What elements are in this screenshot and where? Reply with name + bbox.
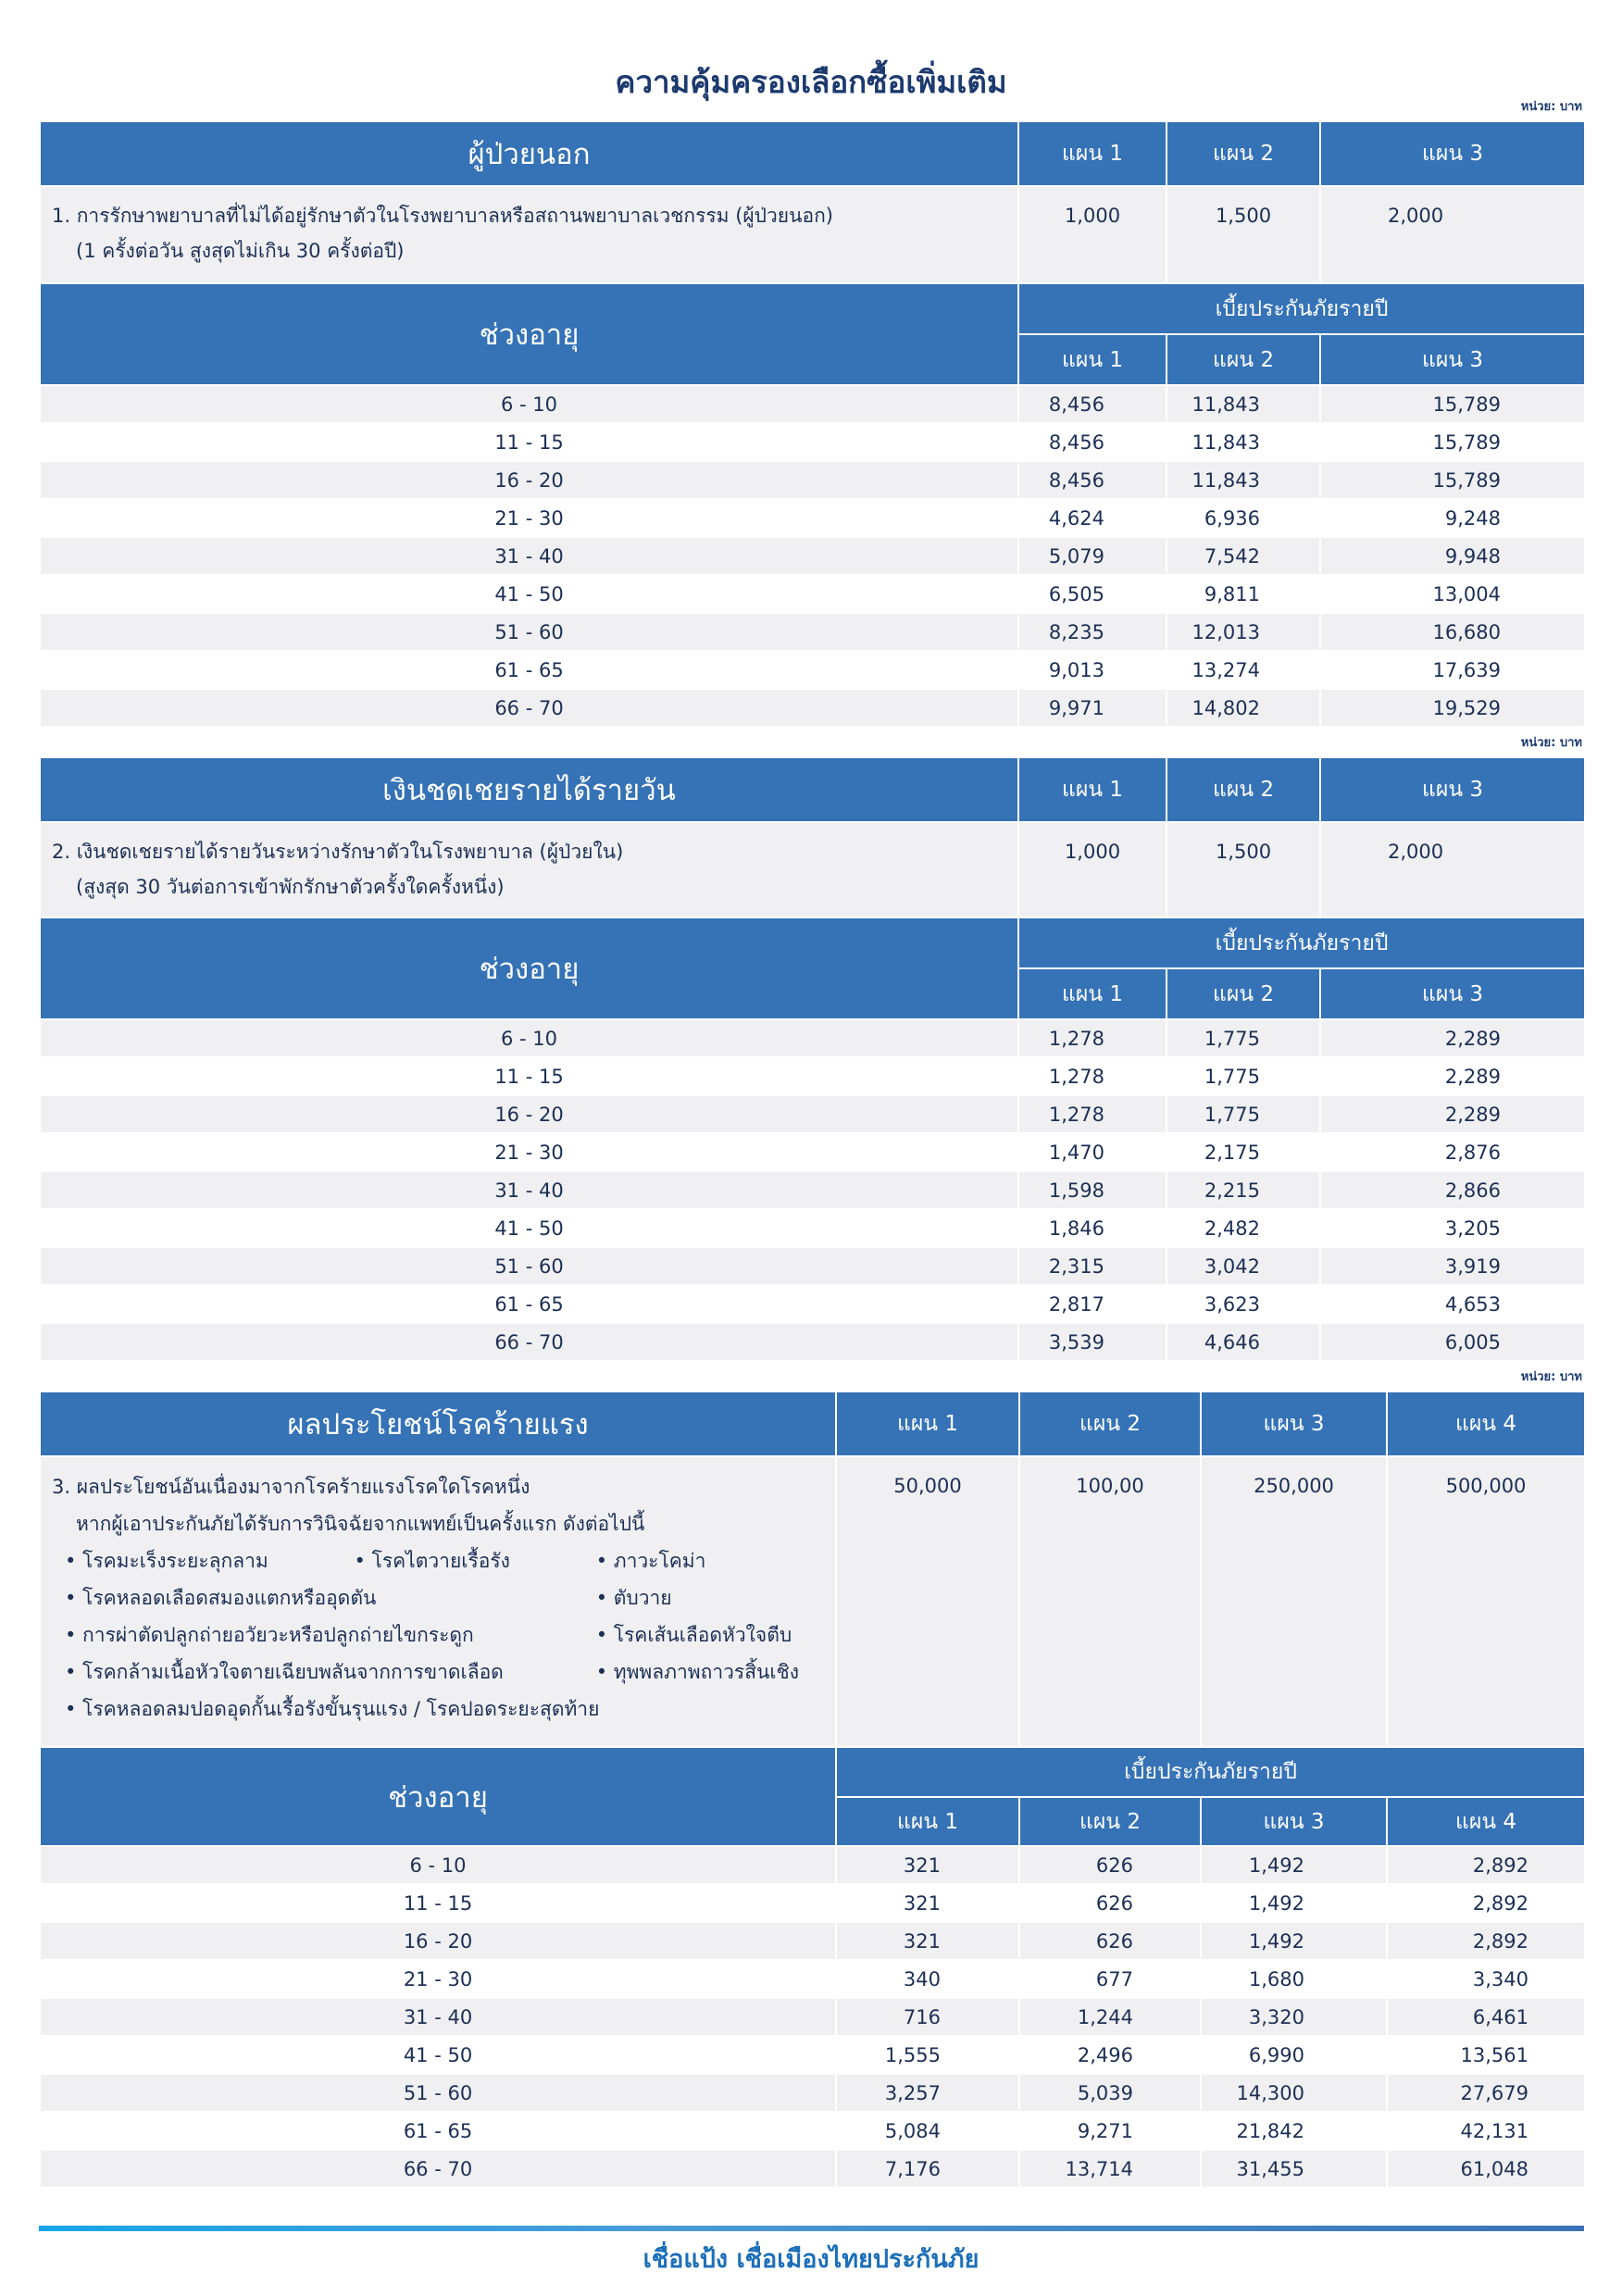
age-range-cell: 16 - 20 bbox=[40, 1095, 1018, 1133]
premium-cell: 321 bbox=[836, 1846, 1019, 1884]
benefit-amount: 1,000 bbox=[1064, 205, 1121, 227]
premium-cell: 1,492 bbox=[1201, 1922, 1387, 1960]
annual-premium-header: เบี้ยประกันภัยรายปี bbox=[1018, 283, 1585, 334]
daily-income-table bbox=[39, 756, 1586, 1362]
premium-row bbox=[40, 651, 1585, 689]
premium-cell: 11,843 bbox=[1167, 461, 1320, 499]
premium-cell: 1,470 bbox=[1018, 1133, 1167, 1171]
premium-cell: 2,482 bbox=[1167, 1209, 1320, 1247]
premium-cell: 2,289 bbox=[1320, 1057, 1585, 1095]
premium-cell: 42,131 bbox=[1387, 2112, 1585, 2150]
daily-income-section bbox=[39, 756, 1584, 1362]
age-range-cell: 11 - 15 bbox=[40, 1057, 1018, 1095]
section-heading: ผลประโยชน์โรคร้ายแรง bbox=[40, 1391, 836, 1456]
premium-cell: 1,492 bbox=[1201, 1884, 1387, 1922]
benefit-line-2: หากผู้เอาประกันภัยได้รับการวินิจฉัยจากแพทย์เป็นครั้งแรก ดังต่อไปนี้ bbox=[76, 1513, 645, 1535]
premium-cell: 6,936 bbox=[1167, 499, 1320, 537]
premium-cell: 4,653 bbox=[1320, 1285, 1585, 1323]
premium-cell: 1,278 bbox=[1018, 1095, 1167, 1133]
premium-row bbox=[40, 1095, 1585, 1133]
benefit-description bbox=[40, 1456, 836, 1747]
illness-item: • โรคไตวายเรื้อรัง bbox=[354, 1550, 510, 1572]
premium-cell: 15,789 bbox=[1320, 423, 1585, 461]
unit-label: หน่วย: บาท bbox=[1520, 100, 1582, 114]
premium-cell: 4,646 bbox=[1167, 1323, 1320, 1361]
premium-cell: 8,456 bbox=[1018, 461, 1167, 499]
premium-row bbox=[40, 499, 1585, 537]
premium-row bbox=[40, 423, 1585, 461]
premium-cell: 31,455 bbox=[1201, 2150, 1387, 2188]
age-range-cell: 6 - 10 bbox=[40, 385, 1018, 423]
premium-cell: 321 bbox=[836, 1884, 1019, 1922]
premium-cell: 626 bbox=[1019, 1846, 1201, 1884]
premium-row bbox=[40, 2150, 1585, 2188]
plan-header: แผน 3 bbox=[1320, 334, 1585, 385]
premium-cell: 626 bbox=[1019, 1922, 1201, 1960]
annual-premium-header: เบี้ยประกันภัยรายปี bbox=[1018, 917, 1585, 968]
premium-cell: 9,811 bbox=[1167, 575, 1320, 613]
age-range-cell: 61 - 65 bbox=[40, 2112, 836, 2150]
plan-header: แผน 3 bbox=[1320, 968, 1585, 1019]
age-range-header: ช่วงอายุ bbox=[40, 1747, 836, 1846]
premium-cell: 1,775 bbox=[1167, 1095, 1320, 1133]
premium-cell: 9,248 bbox=[1320, 499, 1585, 537]
premium-row bbox=[40, 1960, 1585, 1998]
unit-label: หน่วย: บาท bbox=[1520, 736, 1582, 750]
age-range-header: ช่วงอายุ bbox=[40, 283, 1018, 385]
benefit-amount: 1,500 bbox=[1215, 841, 1272, 863]
premium-cell: 3,623 bbox=[1167, 1285, 1320, 1323]
premium-row bbox=[40, 461, 1585, 499]
benefit-line-2: (สูงสุด 30 วันต่อการเข้าพักรักษาตัวครั้งใดครั้งหนึ่ง) bbox=[76, 876, 505, 898]
premium-cell: 14,300 bbox=[1201, 2074, 1387, 2112]
premium-row bbox=[40, 1998, 1585, 2036]
premium-cell: 2,892 bbox=[1387, 1922, 1585, 1960]
illness-item: • โรคกล้ามเนื้อหัวใจตายเฉียบพลันจากการขาดเลือด bbox=[65, 1661, 504, 1683]
benefit-amount: 2,000 bbox=[1388, 841, 1444, 863]
premium-cell: 6,505 bbox=[1018, 575, 1167, 613]
age-range-cell: 41 - 50 bbox=[40, 2036, 836, 2074]
premium-cell: 1,680 bbox=[1201, 1960, 1387, 1998]
age-range-cell: 11 - 15 bbox=[40, 423, 1018, 461]
premium-cell: 1,775 bbox=[1167, 1057, 1320, 1095]
premium-cell: 2,289 bbox=[1320, 1019, 1585, 1057]
unit-label: หน่วย: บาท bbox=[1520, 1370, 1582, 1384]
premium-row bbox=[40, 1019, 1585, 1057]
premium-cell: 19,529 bbox=[1320, 689, 1585, 727]
illness-item: • โรคหลอดเลือดสมองแตกหรืออุดตัน bbox=[65, 1587, 377, 1609]
premium-cell: 17,639 bbox=[1320, 651, 1585, 689]
illness-item: • โรคมะเร็งระยะลุกลาม bbox=[65, 1550, 268, 1572]
benefit-amount: 2,000 bbox=[1388, 205, 1444, 227]
age-range-cell: 51 - 60 bbox=[40, 613, 1018, 651]
premium-row bbox=[40, 1285, 1585, 1323]
age-range-cell: 31 - 40 bbox=[40, 1171, 1018, 1209]
premium-row bbox=[40, 2074, 1585, 2112]
premium-cell: 61,048 bbox=[1387, 2150, 1585, 2188]
age-range-cell: 61 - 65 bbox=[40, 651, 1018, 689]
benefit-amount: 50,000 bbox=[893, 1475, 962, 1497]
benefit-description bbox=[40, 822, 1018, 917]
benefit-description bbox=[40, 186, 1018, 283]
premium-row bbox=[40, 1133, 1585, 1171]
age-range-cell: 51 - 60 bbox=[40, 1247, 1018, 1285]
premium-cell: 9,971 bbox=[1018, 689, 1167, 727]
outpatient-section bbox=[39, 120, 1584, 728]
premium-cell: 5,079 bbox=[1018, 537, 1167, 575]
premium-cell: 15,789 bbox=[1320, 385, 1585, 423]
plan-header: แผน 2 bbox=[1019, 1797, 1201, 1846]
plan-header: แผน 2 bbox=[1167, 121, 1320, 186]
section-heading: ผู้ป่วยนอก bbox=[40, 121, 1018, 186]
age-range-cell: 61 - 65 bbox=[40, 1285, 1018, 1323]
premium-row bbox=[40, 1171, 1585, 1209]
premium-cell: 2,315 bbox=[1018, 1247, 1167, 1285]
premium-cell: 27,679 bbox=[1387, 2074, 1585, 2112]
premium-cell: 321 bbox=[836, 1922, 1019, 1960]
illness-list bbox=[41, 1542, 835, 1728]
premium-cell: 5,039 bbox=[1019, 2074, 1201, 2112]
age-range-cell: 16 - 20 bbox=[40, 461, 1018, 499]
premium-cell: 3,205 bbox=[1320, 1209, 1585, 1247]
plan-header: แผน 4 bbox=[1387, 1391, 1585, 1456]
premium-row bbox=[40, 613, 1585, 651]
premium-cell: 2,876 bbox=[1320, 1133, 1585, 1171]
premium-cell: 13,561 bbox=[1387, 2036, 1585, 2074]
plan-header: แผน 2 bbox=[1167, 334, 1320, 385]
premium-cell: 1,244 bbox=[1019, 1998, 1201, 2036]
premium-cell: 9,948 bbox=[1320, 537, 1585, 575]
plan-header: แผน 1 bbox=[1018, 757, 1167, 822]
illness-item: • ตับวาย bbox=[595, 1587, 672, 1609]
age-range-cell: 66 - 70 bbox=[40, 1323, 1018, 1361]
illness-item: • ทุพพลภาพถาวรสิ้นเชิง bbox=[595, 1661, 800, 1683]
plan-header: แผน 1 bbox=[836, 1391, 1019, 1456]
premium-cell: 2,817 bbox=[1018, 1285, 1167, 1323]
plan-header: แผน 3 bbox=[1201, 1797, 1387, 1846]
benefit-amount: 250,000 bbox=[1254, 1475, 1334, 1497]
premium-cell: 7,176 bbox=[836, 2150, 1019, 2188]
premium-cell: 3,539 bbox=[1018, 1323, 1167, 1361]
plan-header: แผน 3 bbox=[1201, 1391, 1387, 1456]
premium-cell: 8,456 bbox=[1018, 385, 1167, 423]
illness-item: • ภาวะโคม่า bbox=[595, 1550, 706, 1572]
premium-cell: 3,042 bbox=[1167, 1247, 1320, 1285]
premium-row bbox=[40, 1209, 1585, 1247]
footer-slogan: เชื่อแป้ง เชื่อเมืองไทยประกันภัย bbox=[643, 2245, 979, 2274]
footer-divider bbox=[39, 2226, 1584, 2231]
annual-premium-header: เบี้ยประกันภัยรายปี bbox=[836, 1747, 1585, 1797]
premium-row bbox=[40, 1323, 1585, 1361]
premium-cell: 1,278 bbox=[1018, 1019, 1167, 1057]
premium-row bbox=[40, 1922, 1585, 1960]
benefit-line-1: 1. การรักษาพยาบาลที่ไม่ได้อยู่รักษาตัวในโรงพยาบาลหรือสถานพยาบาลเวชกรรม (ผู้ป่วยนอก) bbox=[52, 205, 833, 227]
plan-header: แผน 1 bbox=[1018, 121, 1167, 186]
premium-cell: 6,005 bbox=[1320, 1323, 1585, 1361]
premium-cell: 9,013 bbox=[1018, 651, 1167, 689]
premium-cell: 3,257 bbox=[836, 2074, 1019, 2112]
outpatient-table bbox=[39, 120, 1586, 728]
plan-header: แผน 3 bbox=[1320, 757, 1585, 822]
premium-cell: 4,624 bbox=[1018, 499, 1167, 537]
premium-cell: 8,456 bbox=[1018, 423, 1167, 461]
plan-header: แผน 2 bbox=[1167, 968, 1320, 1019]
premium-cell: 8,235 bbox=[1018, 613, 1167, 651]
illness-item: • โรคหลอดลมปอดอุดกั้นเรื้อรังขั้นรุนแรง / โรคปอดระยะสุดท้าย bbox=[65, 1698, 600, 1720]
premium-cell: 716 bbox=[836, 1998, 1019, 2036]
age-range-cell: 21 - 30 bbox=[40, 499, 1018, 537]
illness-item: • การผ่าตัดปลูกถ่ายอวัยวะหรือปลูกถ่ายไขกระดูก bbox=[65, 1624, 474, 1646]
age-range-cell: 16 - 20 bbox=[40, 1922, 836, 1960]
critical-illness-section bbox=[39, 1391, 1584, 2189]
age-range-cell: 21 - 30 bbox=[40, 1960, 836, 1998]
premium-cell: 2,866 bbox=[1320, 1171, 1585, 1209]
plan-header: แผน 4 bbox=[1387, 1797, 1585, 1846]
premium-row bbox=[40, 385, 1585, 423]
premium-cell: 340 bbox=[836, 1960, 1019, 1998]
premium-cell: 11,843 bbox=[1167, 423, 1320, 461]
age-range-cell: 51 - 60 bbox=[40, 2074, 836, 2112]
premium-row bbox=[40, 689, 1585, 727]
premium-rows bbox=[40, 385, 1585, 727]
premium-cell: 13,004 bbox=[1320, 575, 1585, 613]
premium-cell: 626 bbox=[1019, 1884, 1201, 1922]
premium-row bbox=[40, 1247, 1585, 1285]
premium-cell: 2,892 bbox=[1387, 1884, 1585, 1922]
benefit-line-1: 3. ผลประโยชน์อันเนื่องมาจากโรคร้ายแรงโรคใดโรคหนึ่ง bbox=[52, 1476, 530, 1498]
premium-cell: 2,175 bbox=[1167, 1133, 1320, 1171]
premium-cell: 3,340 bbox=[1387, 1960, 1585, 1998]
age-range-cell: 6 - 10 bbox=[40, 1019, 1018, 1057]
premium-row bbox=[40, 537, 1585, 575]
benefit-amount: 1,500 bbox=[1215, 205, 1272, 227]
benefit-amount: 1,000 bbox=[1064, 841, 1121, 863]
premium-cell: 1,555 bbox=[836, 2036, 1019, 2074]
premium-cell: 7,542 bbox=[1167, 537, 1320, 575]
plan-header: แผน 2 bbox=[1167, 757, 1320, 822]
premium-cell: 3,320 bbox=[1201, 1998, 1387, 2036]
premium-cell: 9,271 bbox=[1019, 2112, 1201, 2150]
premium-rows bbox=[40, 1019, 1585, 1361]
plan-header: แผน 1 bbox=[1018, 968, 1167, 1019]
page-title: ความคุ้มครองเลือกซื้อเพิ่มเติม bbox=[615, 64, 1007, 100]
premium-cell: 1,846 bbox=[1018, 1209, 1167, 1247]
illness-item: • โรคเส้นเลือดหัวใจตีบ bbox=[595, 1624, 792, 1646]
premium-cell: 1,278 bbox=[1018, 1057, 1167, 1095]
premium-cell: 16,680 bbox=[1320, 613, 1585, 651]
premium-row bbox=[40, 1846, 1585, 1884]
premium-cell: 6,990 bbox=[1201, 2036, 1387, 2074]
critical-illness-table bbox=[39, 1391, 1586, 2189]
age-range-cell: 41 - 50 bbox=[40, 1209, 1018, 1247]
premium-row bbox=[40, 1057, 1585, 1095]
premium-row bbox=[40, 575, 1585, 613]
section-heading: เงินชดเชยรายได้รายวัน bbox=[40, 757, 1018, 822]
premium-cell: 2,215 bbox=[1167, 1171, 1320, 1209]
age-range-cell: 21 - 30 bbox=[40, 1133, 1018, 1171]
premium-cell: 15,789 bbox=[1320, 461, 1585, 499]
plan-header: แผน 1 bbox=[1018, 334, 1167, 385]
benefit-amount: 500,000 bbox=[1445, 1475, 1527, 1497]
benefit-amount: 100,00 bbox=[1076, 1475, 1144, 1497]
premium-cell: 2,892 bbox=[1387, 1846, 1585, 1884]
benefit-line-2: (1 ครั้งต่อวัน สูงสุดไม่เกิน 30 ครั้งต่อปี) bbox=[76, 240, 405, 262]
premium-cell: 677 bbox=[1019, 1960, 1201, 1998]
premium-cell: 5,084 bbox=[836, 2112, 1019, 2150]
plan-header: แผน 1 bbox=[836, 1797, 1019, 1846]
premium-cell: 1,598 bbox=[1018, 1171, 1167, 1209]
premium-cell: 11,843 bbox=[1167, 385, 1320, 423]
premium-cell: 3,919 bbox=[1320, 1247, 1585, 1285]
premium-cell: 21,842 bbox=[1201, 2112, 1387, 2150]
premium-cell: 2,289 bbox=[1320, 1095, 1585, 1133]
premium-row bbox=[40, 2036, 1585, 2074]
age-range-cell: 66 - 70 bbox=[40, 689, 1018, 727]
age-range-cell: 66 - 70 bbox=[40, 2150, 836, 2188]
age-range-cell: 31 - 40 bbox=[40, 537, 1018, 575]
premium-cell: 12,013 bbox=[1167, 613, 1320, 651]
premium-cell: 14,802 bbox=[1167, 689, 1320, 727]
premium-rows bbox=[40, 1846, 1585, 2188]
premium-cell: 2,496 bbox=[1019, 2036, 1201, 2074]
premium-cell: 13,714 bbox=[1019, 2150, 1201, 2188]
benefit-line-1: 2. เงินชดเชยรายได้รายวันระหว่างรักษาตัวในโรงพยาบาล (ผู้ป่วยใน) bbox=[52, 841, 624, 863]
age-range-cell: 31 - 40 bbox=[40, 1998, 836, 2036]
premium-cell: 13,274 bbox=[1167, 651, 1320, 689]
premium-cell: 6,461 bbox=[1387, 1998, 1585, 2036]
plan-header: แผน 3 bbox=[1320, 121, 1585, 186]
premium-row bbox=[40, 2112, 1585, 2150]
age-range-header: ช่วงอายุ bbox=[40, 917, 1018, 1019]
age-range-cell: 6 - 10 bbox=[40, 1846, 836, 1884]
plan-header: แผน 2 bbox=[1019, 1391, 1201, 1456]
premium-cell: 1,775 bbox=[1167, 1019, 1320, 1057]
premium-cell: 1,492 bbox=[1201, 1846, 1387, 1884]
age-range-cell: 41 - 50 bbox=[40, 575, 1018, 613]
age-range-cell: 11 - 15 bbox=[40, 1884, 836, 1922]
premium-row bbox=[40, 1884, 1585, 1922]
